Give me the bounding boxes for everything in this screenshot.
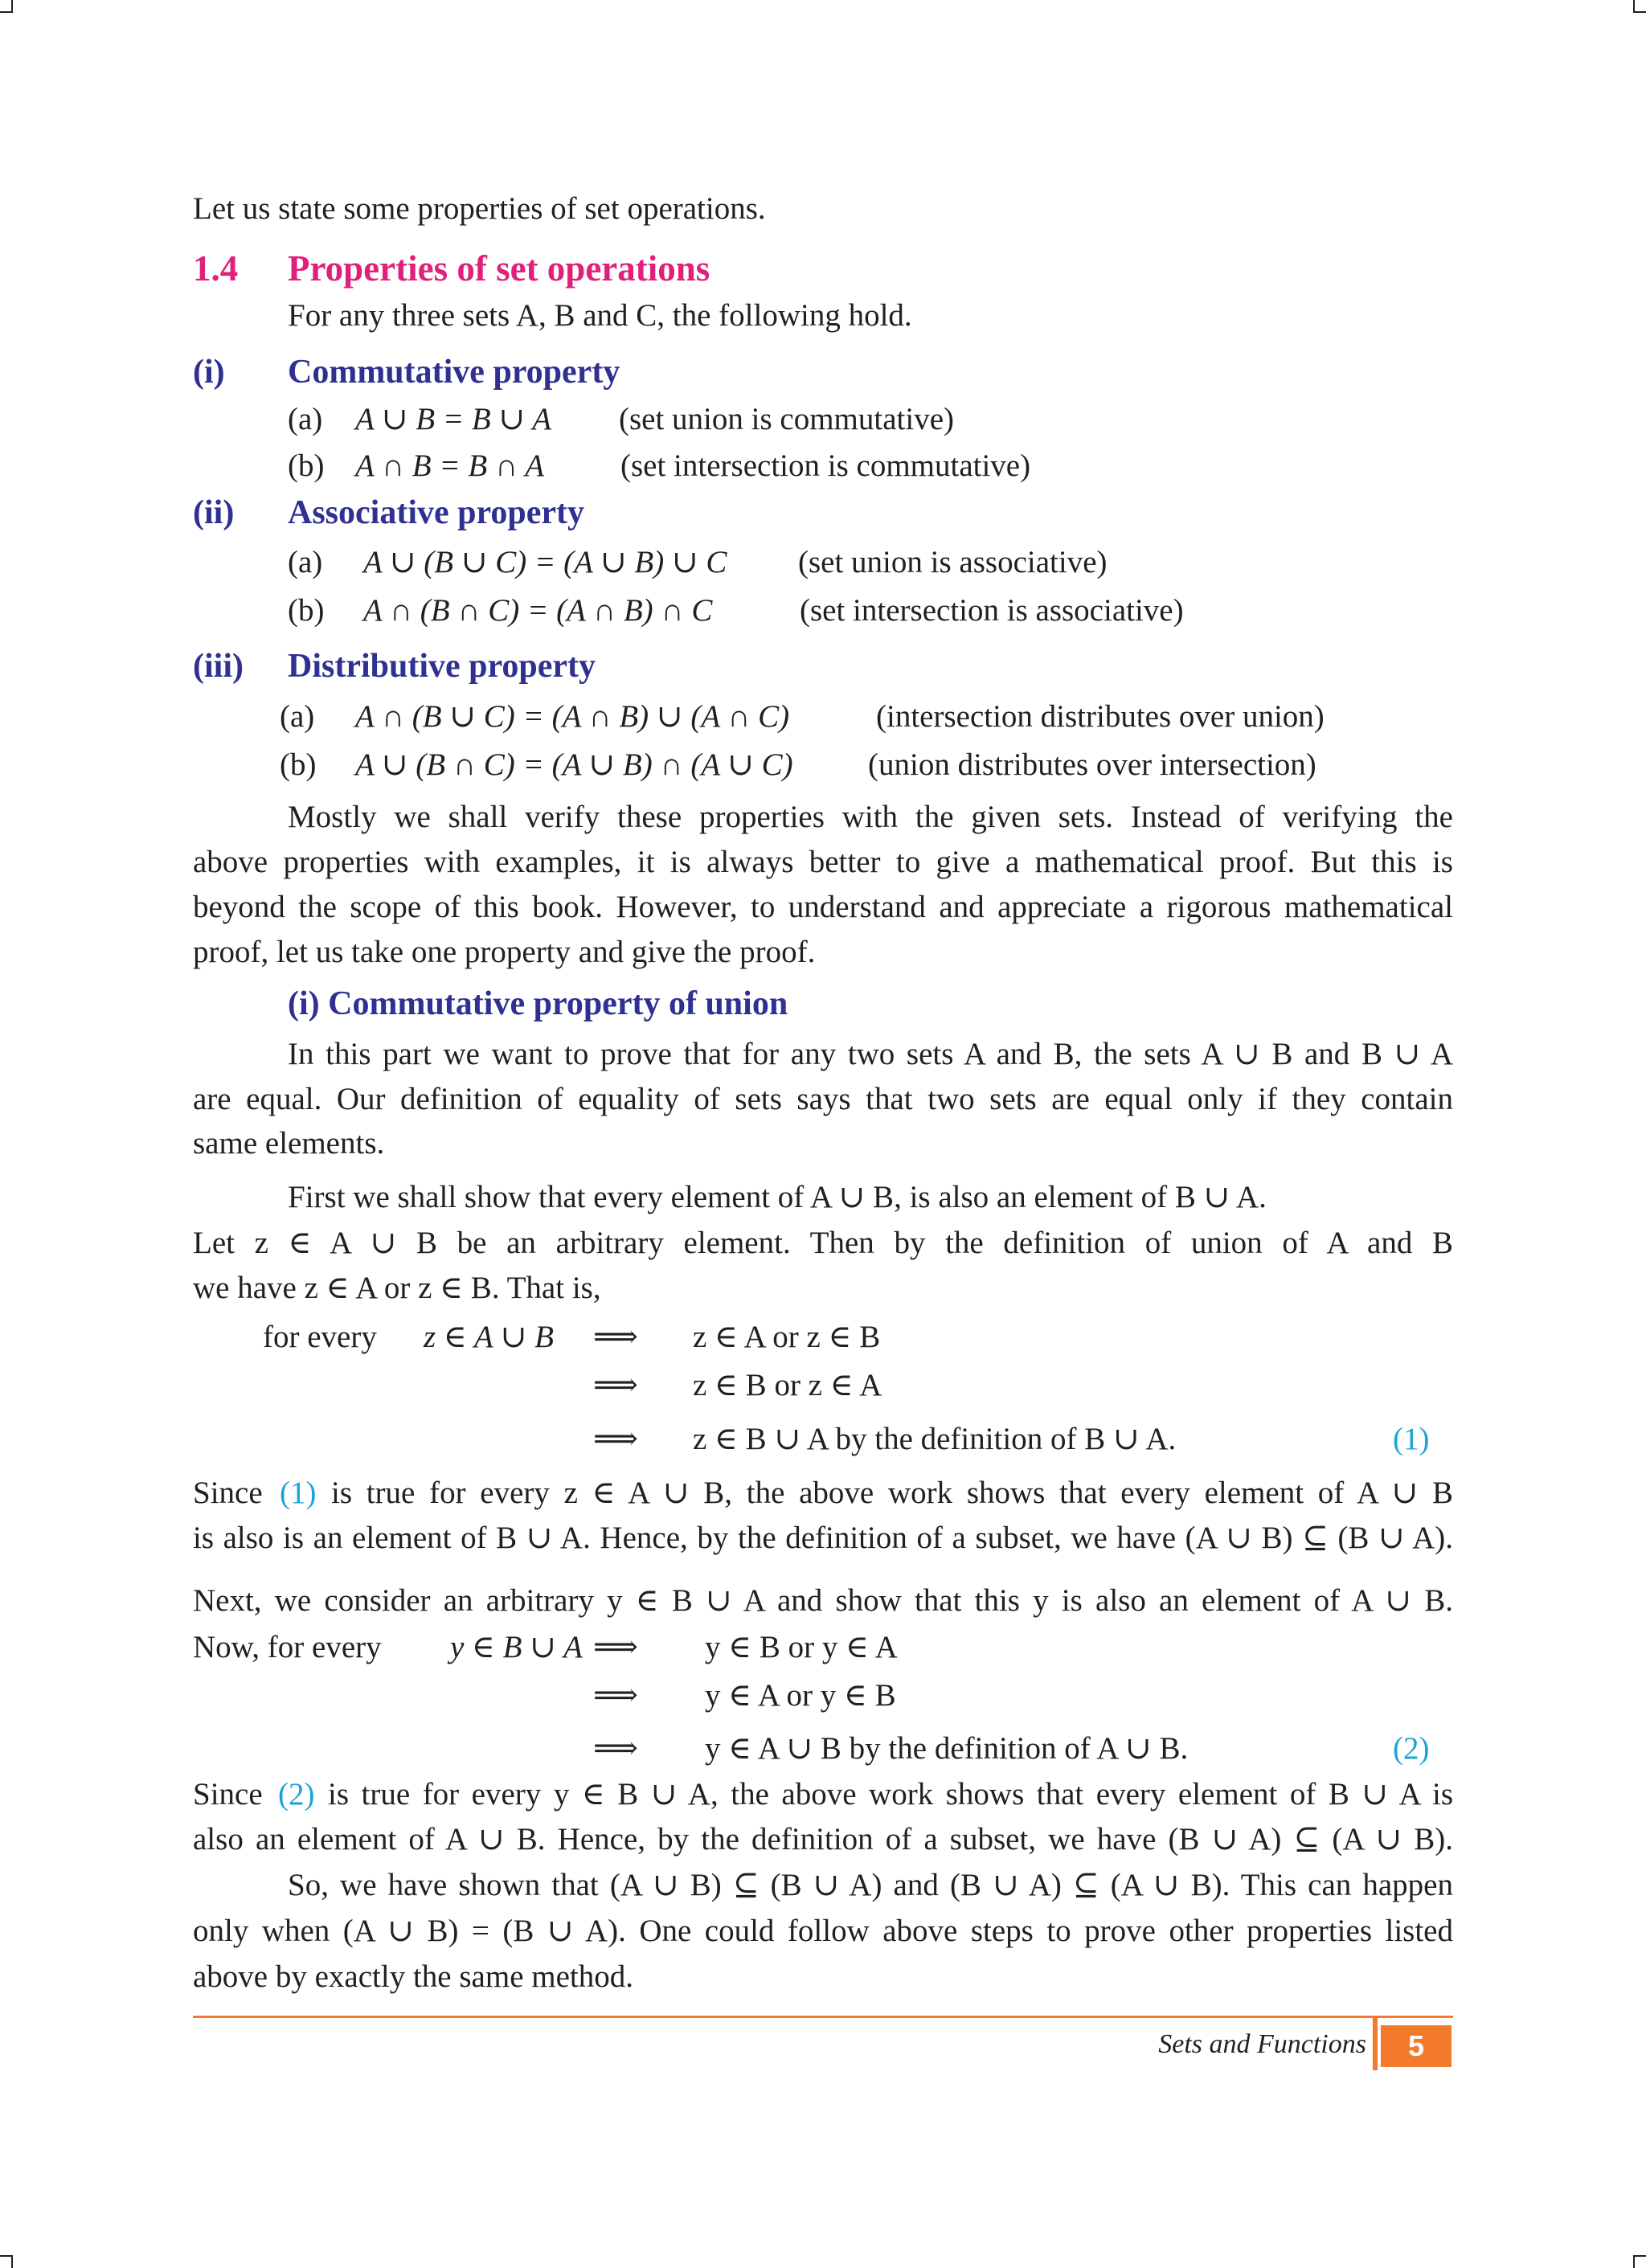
- equation-tag: (2): [1393, 1731, 1430, 1766]
- formula-note: (union distributes over intersection): [868, 747, 1316, 782]
- item-label: (a): [288, 402, 323, 436]
- paragraph-line: In this part we want to prove that for any two sets A and B, the sets A ∪ B and B ∪ A: [288, 1037, 1453, 1071]
- implies-arrow: ⟹: [593, 1731, 638, 1766]
- item-label: (a): [280, 699, 315, 734]
- paragraph-line: are equal. Our definition of equality of sets says that two sets are equal only if they contain: [193, 1082, 1453, 1116]
- proof-step: z ∈ B or z ∈ A: [693, 1368, 882, 1402]
- implies-arrow: ⟹: [593, 1630, 638, 1664]
- subheading: (i) Commutative property of union: [288, 985, 788, 1022]
- implies-arrow: ⟹: [593, 1320, 638, 1354]
- page-number: 5: [1381, 2025, 1452, 2067]
- intro-text: Let us state some properties of set operations.: [193, 191, 766, 226]
- formula: A ∩ (B ∪ C) = (A ∩ B) ∪ (A ∩ C): [355, 699, 790, 734]
- item-label: (b): [288, 593, 325, 628]
- formula: A ∩ B = B ∩ A: [355, 448, 545, 483]
- proof-lead: for every: [263, 1320, 377, 1354]
- property-title: Associative property: [288, 494, 584, 531]
- implies-arrow: ⟹: [593, 1368, 638, 1402]
- paragraph-line: above by exactly the same method.: [193, 1959, 633, 1994]
- paragraph-line: So, we have shown that (A ∪ B) ⊆ (B ∪ A) and (B ∪ A) ⊆ (A ∪ B). This can happen: [288, 1868, 1453, 1902]
- property-number: (i): [193, 354, 225, 391]
- crop-mark-top-right: [1633, 0, 1646, 13]
- proof-lhs: y ∈ B ∪ A: [450, 1630, 583, 1664]
- proof-lhs: z ∈ A ∪ B: [424, 1320, 554, 1354]
- proof-step: y ∈ A ∪ B by the definition of A ∪ B.: [705, 1731, 1189, 1766]
- item-label: (a): [288, 545, 323, 579]
- property-number: (iii): [193, 648, 244, 685]
- paragraph-line: above properties with examples, it is always better to give a mathematical proof. But this is: [193, 845, 1453, 879]
- implies-arrow: ⟹: [593, 1678, 638, 1713]
- paragraph-line: First we shall show that every element of A ∪ B, is also an element of B ∪ A.: [288, 1180, 1267, 1214]
- section-title: Properties of set operations: [288, 248, 710, 289]
- crop-mark-bottom-left: [0, 2255, 13, 2268]
- item-label: (b): [288, 448, 325, 483]
- footer-chapter-title: Sets and Functions: [1158, 2029, 1366, 2059]
- property-number: (ii): [193, 494, 235, 531]
- paragraph-line: Next, we consider an arbitrary y ∈ B ∪ A and show that this y is also an element of A ∪ B.: [193, 1583, 1453, 1618]
- item-label: (b): [280, 747, 317, 782]
- formula: A ∪ (B ∪ C) = (A ∪ B) ∪ C: [363, 545, 727, 579]
- property-title: Distributive property: [288, 648, 596, 685]
- formula: A ∪ (B ∩ C) = (A ∪ B) ∩ (A ∪ C): [355, 747, 793, 782]
- equation-ref: (2): [278, 1777, 315, 1812]
- paragraph-line: Let z ∈ A ∪ B be an arbitrary element. Then by the definition of union of A and B: [193, 1226, 1453, 1260]
- since-lead: Since: [193, 1777, 263, 1812]
- formula-note: (set intersection is associative): [800, 593, 1184, 628]
- proof-step: y ∈ B or y ∈ A: [705, 1630, 898, 1664]
- property-title: Commutative property: [288, 354, 620, 391]
- paragraph-line: same elements.: [193, 1126, 385, 1161]
- formula: A ∩ (B ∩ C) = (A ∩ B) ∩ C: [363, 593, 713, 628]
- crop-mark-bottom-right: [1633, 2255, 1646, 2268]
- since-lead: Since: [193, 1476, 263, 1510]
- paragraph-line: is true for every y ∈ B ∪ A, the above work shows that every element of B ∪ A is: [328, 1777, 1453, 1812]
- paragraph-line: is also is an element of B ∪ A. Hence, by the definition of a subset, we have (A ∪ B) ⊆ (B ∪ A).: [193, 1521, 1453, 1555]
- proof-step: z ∈ A or z ∈ B: [693, 1320, 881, 1354]
- formula: A ∪ B = B ∪ A: [355, 402, 552, 436]
- formula-note: (intersection distributes over union): [876, 699, 1325, 734]
- formula-note: (set union is commutative): [619, 402, 955, 436]
- paragraph-line: proof, let us take one property and give the proof.: [193, 935, 816, 969]
- footer-separator: [1373, 2016, 1378, 2070]
- for-any-text: For any three sets A, B and C, the following hold.: [288, 298, 912, 333]
- paragraph-line: only when (A ∪ B) = (B ∪ A). One could follow above steps to prove other properties listed: [193, 1914, 1453, 1948]
- implies-arrow: ⟹: [593, 1422, 638, 1456]
- equation-tag: (1): [1393, 1422, 1430, 1456]
- footer-rule: [193, 2016, 1453, 2018]
- proof-lead: Now, for every: [193, 1630, 382, 1664]
- formula-note: (set intersection is commutative): [620, 448, 1031, 483]
- equation-ref: (1): [280, 1476, 317, 1510]
- paragraph-line: beyond the scope of this book. However, to understand and appreciate a rigorous mathematical: [193, 890, 1453, 924]
- proof-step: y ∈ A or y ∈ B: [705, 1678, 896, 1713]
- formula-note: (set union is associative): [798, 545, 1108, 579]
- crop-mark-top-left: [0, 0, 13, 13]
- section-number: 1.4: [193, 248, 239, 289]
- paragraph-line: Mostly we shall verify these properties with the given sets. Instead of verifying the: [288, 800, 1453, 834]
- paragraph-line: also an element of A ∪ B. Hence, by the definition of a subset, we have (B ∪ A) ⊆ (A ∪ B).: [193, 1822, 1453, 1857]
- paragraph-line: is true for every z ∈ A ∪ B, the above work shows that every element of A ∪ B: [331, 1476, 1453, 1510]
- paragraph-line: we have z ∈ A or z ∈ B. That is,: [193, 1271, 601, 1305]
- proof-step: z ∈ B ∪ A by the definition of B ∪ A.: [693, 1422, 1177, 1456]
